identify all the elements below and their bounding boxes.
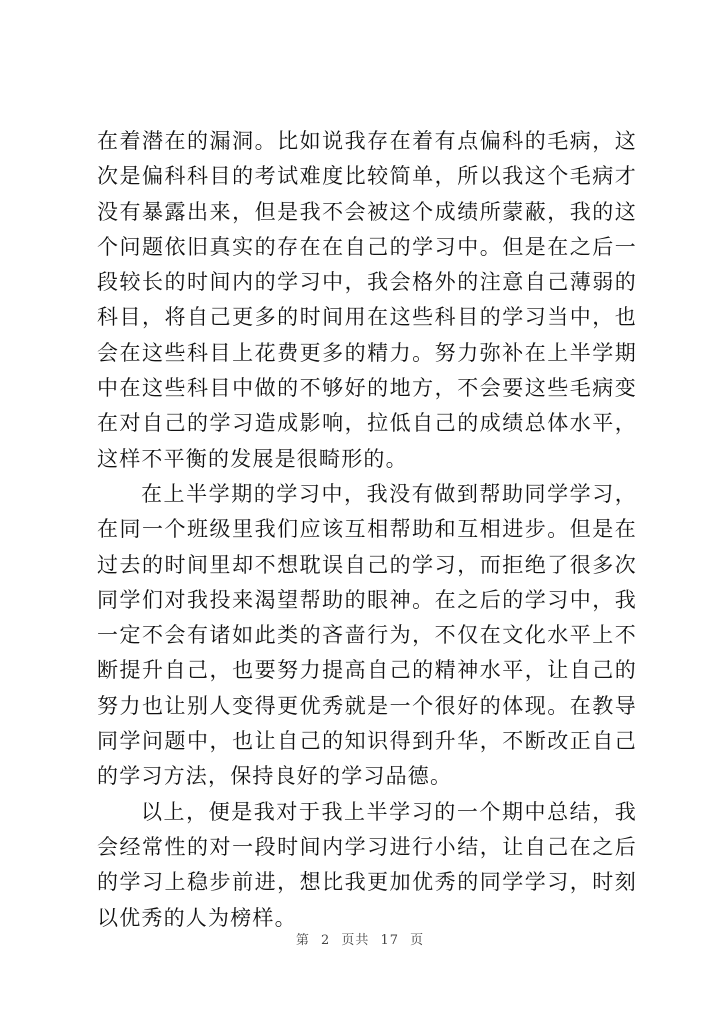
page-body	[97, 124, 637, 936]
paragraph-continuation: 在着潜在的漏洞。比如说我存在着有点偏科的毛病，这次是偏科科目的考试难度比较简单，所以我这个毛病才没有暴露出来，但是我不会被这个成绩所蒙蔽，我的这个问题依旧真实的存在在自己的学习中。但是在之后一段较长的时间内的学习中，我会格外的注意自己薄弱的科目，将自己更多的时间用在这些科目的学习当中，也会在这些科目上花费更多的精力。努力弥补在上半学期中在这些科目中做的不够好的地方，不会要这些毛病变在对自己的学习造成影响，拉低自己的成绩总体水平，这样不平衡的发展是很畸形的。	[97, 129, 637, 471]
paragraph-helping-classmates: 在上半学期的学习中，我没有做到帮助同学学习，在同一个班级里我们应该互相帮助和互相进步。但是在过去的时间里却不想耽误自己的学习，而拒绝了很多次同学们对我投来渴望帮助的眼神。在之后的学习中，我一定不会有诸如此类的吝啬行为，不仅在文化水平上不断提升自己，也要努力提高自己的精神水平，让自己的努力也让别人变得更优秀就是一个很好的体现。在教导同学问题中，也让自己的知识得到升华，不断改正自己的学习方法，保持良好的学习品德。	[97, 481, 637, 789]
paragraph-conclusion: 以上，便是我对于我上半学习的一个期中总结，我会经常性的对一段时间内学习进行小结，让自己在之后的学习上稳步前进，想比我更加优秀的同学学习，时刻以优秀的人为榜样。	[97, 799, 637, 930]
page-number-footer: 第 2 页共 17 页	[295, 933, 425, 948]
